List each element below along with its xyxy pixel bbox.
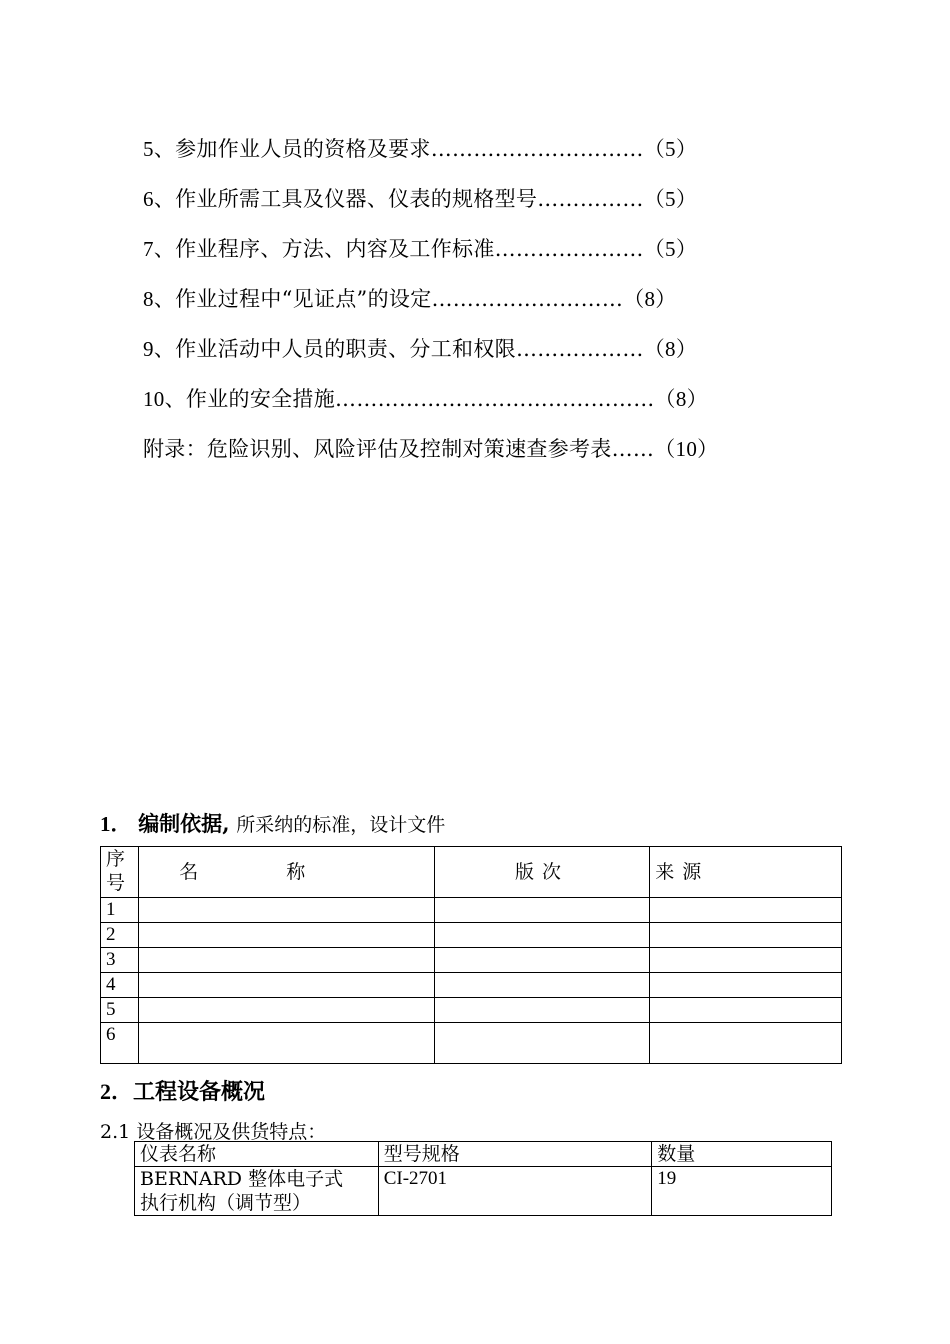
cell-quantity[interactable]: 19 — [652, 1167, 832, 1216]
toc-entry-leader: …… — [611, 437, 655, 461]
table-header-row — [135, 1142, 832, 1167]
toc-entry-number: 7 — [143, 237, 154, 261]
toc-entry[interactable] — [143, 180, 843, 230]
toc-entry-page: （8） — [654, 387, 708, 411]
toc-entry-number: 9 — [143, 337, 154, 361]
cell-source[interactable] — [650, 898, 842, 923]
toc-entry-separator: 、 — [153, 337, 176, 361]
table-row — [101, 923, 842, 948]
toc-entry[interactable] — [143, 230, 843, 280]
toc-entry-title: 作业活动中人员的职责、分工和权限 — [175, 337, 516, 361]
toc-entry-page: （8） — [623, 287, 677, 311]
cell-version[interactable] — [434, 948, 650, 973]
header-instrument-name: 仪表名称 — [135, 1142, 379, 1167]
instrument-name-line1: BERNARD 整体电子式 — [140, 1168, 344, 1190]
cell-source[interactable] — [650, 1023, 842, 1064]
cell-version[interactable] — [434, 973, 650, 998]
cell-name[interactable] — [138, 948, 434, 973]
toc-entry-leader: ……………… — [515, 337, 644, 361]
cell-name[interactable] — [138, 898, 434, 923]
subsection-2-1-heading: 2.1 设备概况及供货特点： — [100, 1121, 327, 1143]
section-2-heading — [100, 1075, 265, 1106]
cell-name[interactable] — [138, 1023, 434, 1064]
toc-entry-page: （8） — [643, 337, 698, 361]
toc-entry[interactable] — [143, 280, 843, 330]
toc-entry[interactable] — [143, 430, 843, 480]
equipment-table — [134, 1141, 832, 1216]
toc-entry-page: （5） — [643, 187, 698, 211]
row-index: 6 — [101, 1023, 139, 1064]
cell-model-spec[interactable]: CI-2701 — [378, 1167, 652, 1216]
table-of-contents — [143, 130, 843, 480]
toc-entry-leader: ……………………… — [431, 287, 624, 311]
table-row — [101, 1023, 842, 1064]
table-row — [101, 973, 842, 998]
row-index: 4 — [101, 973, 139, 998]
header-index — [101, 847, 139, 898]
toc-entry-separator: 、 — [164, 387, 186, 411]
cell-version[interactable] — [434, 898, 650, 923]
cell-source[interactable] — [650, 973, 842, 998]
section-title-comma: , — [222, 811, 230, 836]
toc-entry-page: （5） — [643, 237, 698, 261]
header-version: 版次 — [434, 847, 650, 898]
toc-entry-number: 8 — [143, 287, 154, 311]
table-row — [101, 898, 842, 923]
table-row — [101, 998, 842, 1023]
section-title: 编制依据 — [138, 811, 223, 836]
toc-entry-title: 参加作业人员的资格及要求 — [175, 137, 431, 161]
header-name: 名称 — [138, 847, 434, 898]
instrument-name-line2: 执行机构（调节型） — [140, 1192, 312, 1214]
toc-entry-separator: 、 — [153, 137, 176, 161]
cell-version[interactable] — [434, 923, 650, 948]
header-index-bottom: 号 — [106, 872, 126, 894]
toc-entry-leader: …………… — [537, 187, 644, 211]
toc-entry-separator: 、 — [153, 237, 176, 261]
cell-version[interactable] — [434, 998, 650, 1023]
toc-entry[interactable] — [143, 380, 843, 430]
cell-source[interactable] — [650, 923, 842, 948]
header-index-top: 序 — [106, 848, 126, 870]
section-1-heading — [100, 808, 445, 838]
cell-name[interactable] — [138, 998, 434, 1023]
row-index: 5 — [101, 998, 139, 1023]
toc-entry-page: （10） — [654, 437, 719, 461]
toc-entry-number: 5 — [143, 137, 154, 161]
cell-name[interactable] — [138, 923, 434, 948]
cell-instrument-name[interactable] — [135, 1167, 379, 1216]
toc-entry-leader: ……………………………………… — [335, 387, 655, 411]
cell-version[interactable] — [434, 1023, 650, 1064]
toc-entry-page: （5） — [643, 137, 698, 161]
section-number: 2． — [100, 1079, 134, 1104]
toc-entry-separator: 、 — [153, 187, 176, 211]
table-header-row — [101, 847, 842, 898]
header-model-spec: 型号规格 — [378, 1142, 652, 1167]
toc-entry-title: 作业程序、方法、内容及工作标准 — [175, 237, 495, 261]
toc-entry-number: 10 — [143, 387, 165, 411]
section-number: 1． — [100, 812, 132, 836]
row-index: 1 — [101, 898, 139, 923]
cell-name[interactable] — [138, 973, 434, 998]
toc-entry-title: 附录：危险识别、风险评估及控制对策速查参考表 — [143, 437, 612, 461]
table-row — [101, 948, 842, 973]
header-quantity: 数量 — [652, 1142, 832, 1167]
row-index: 3 — [101, 948, 139, 973]
table-row — [135, 1167, 832, 1216]
toc-entry-title: 作业过程中“见证点”的设定 — [175, 287, 432, 311]
toc-entry[interactable] — [143, 330, 843, 380]
row-index: 2 — [101, 923, 139, 948]
header-source: 来源 — [650, 847, 842, 898]
toc-entry-separator: 、 — [153, 287, 176, 311]
toc-entry-leader: ………………………… — [430, 137, 644, 161]
section-title: 工程设备概况 — [133, 1079, 266, 1105]
toc-entry-number: 6 — [143, 187, 154, 211]
toc-entry[interactable] — [143, 130, 843, 180]
section-subtitle: 所采纳的标准，设计文件 — [236, 814, 446, 836]
cell-source[interactable] — [650, 948, 842, 973]
toc-entry-title: 作业的安全措施 — [185, 387, 336, 411]
cell-source[interactable] — [650, 998, 842, 1023]
toc-entry-leader: ………………… — [494, 237, 644, 261]
basis-documents-table — [100, 846, 842, 1064]
toc-entry-title: 作业所需工具及仪器、仪表的规格型号 — [175, 187, 538, 211]
